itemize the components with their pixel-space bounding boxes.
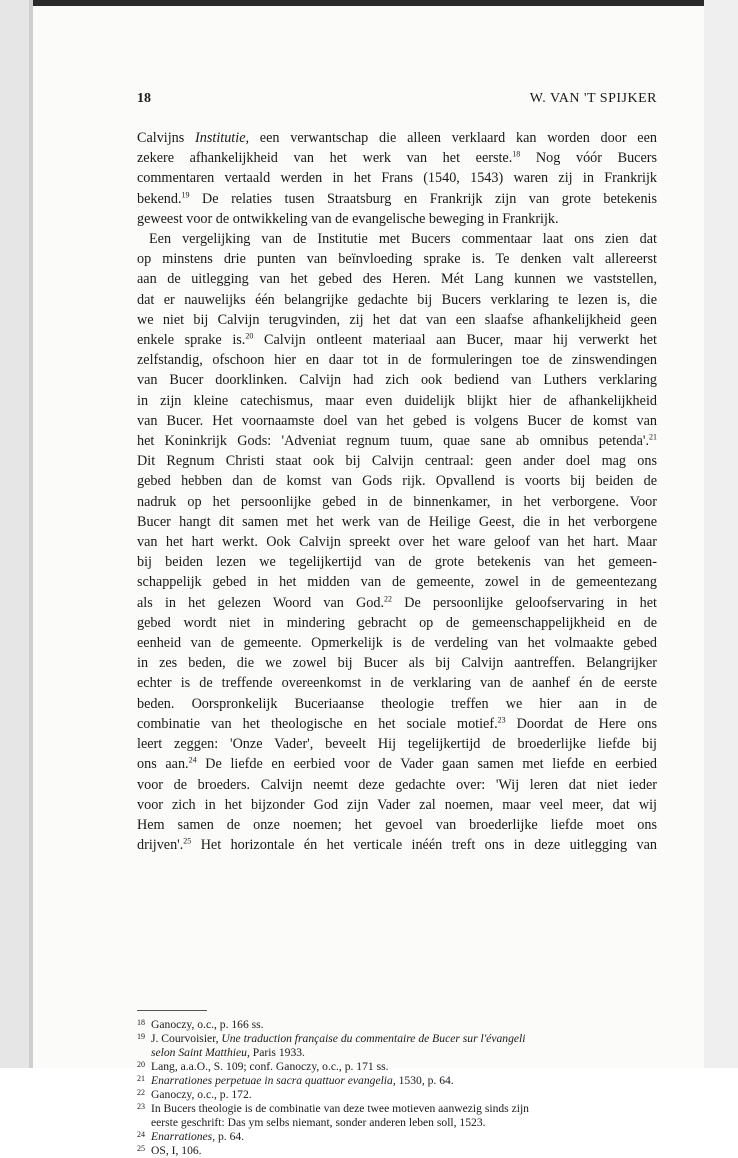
text-run: een verwantschap die alleen verklaard kan worden door een [249,130,657,146]
text-line [137,815,657,835]
text-run: bij beiden lezen we tegelijkertijd van de grote betekenis van het gemeen- [137,554,657,571]
text-line [137,411,657,431]
footnote-number: 23 [137,1102,145,1111]
text-line [137,269,657,289]
text-line [137,350,657,370]
italic-title: Institutie, [195,130,250,146]
footnote-number: 20 [137,1060,145,1069]
footnote-number: 21 [137,1074,145,1083]
text-line [137,148,657,168]
text-run: eenheid van de gemeente. Opmerkelijk is de verdeling van het volmaakte gebed [137,635,657,652]
text-line [137,795,657,815]
text-line [137,391,657,411]
text-line [137,714,657,734]
body-text [137,128,657,855]
footnote [137,1060,657,1074]
footnotes [137,1018,657,1158]
text-line [137,471,657,491]
footnote-text: eerste geschrift: Das ym selbs niemant, sonder anderen leben soll, 1523. [151,1116,486,1129]
text-line [137,431,657,451]
text-run: geweest voor de ontwikkeling van de evangelische beweging in Frankrijk. [137,210,559,227]
footnote-ref: 23 [497,715,506,725]
text-run: combinatie van het theologische en het sociale motief. [137,715,498,732]
text-run: Dit Regnum Christi staat ook bij Calvijn centraal: geen ander doel mag ons [137,453,657,470]
text-line [137,128,657,148]
text-run: leert zeggen: 'Onze Vader', beveelt Hij tegelijkertijd de broederlijke liefde bij [137,736,657,753]
page-number: 18 [137,91,151,106]
footnote-ref: 22 [384,593,393,603]
footnote-text: OS, I, 106. [151,1144,202,1157]
text-run: ons aan. [137,756,189,773]
footnote-number: 18 [137,1018,145,1027]
footnote-ref: 18 [512,149,521,159]
text-line [137,492,657,512]
text-run: voor zich in het bijzonder God zijn Vader zal noemen, maar veel meer, dat wij [137,796,657,813]
footnote-text: 1530, p. 64. [395,1074,454,1087]
footnote-text: Enarrationes, [151,1130,216,1143]
footnote-ref: 24 [188,755,197,765]
text-line [137,633,657,653]
text-line [137,290,657,310]
text-run: schappelijk gebed in het midden van de gemeente, zowel in de gemeentezang [137,574,657,591]
text-line [137,775,657,795]
text-line [137,168,657,188]
text-line [137,593,657,613]
footnote-number: 25 [137,1144,145,1153]
text-run: gebed wordt niet in mindering gebracht op de gemeenschappelijkheid en de [137,614,657,631]
text-line [137,613,657,633]
page-header [137,91,657,109]
footnote-number: 19 [137,1032,145,1041]
footnote-text: selon Saint Matthieu, [151,1046,250,1059]
text-line [137,512,657,532]
text-run: Calvijn ontleent materiaal aan Bucer, maar hij verwerkt het [253,332,657,349]
text-run: van Bucer doorklinken. Calvijn had zich ook bediend van Luthers verklaring [137,372,657,389]
text-run: De liefde en eerbied voor de Vader gaan samen met liefde en eerbied [196,756,657,773]
text-run: van het hart werkt. Ook Calvijn spreekt over het ware geloof van het hart. Maar [137,534,657,551]
text-run: De persoonlijke geloofservaring in het [392,594,658,611]
text-line [137,229,657,249]
text-run: zelfstandig, ofschoon hier en daar tot in de formuleringen toe de zinswendingen [137,352,657,369]
scan-right-margin [704,0,738,1068]
footnote [137,1102,657,1130]
footnote-text: Lang, a.a.O., S. 109; conf. Ganoczy, o.c., p. 171 ss. [151,1060,389,1073]
text-line [137,451,657,471]
text-run: nadruk op het persoonlijke gebed in de binnenkamer, in het verborgene. Voor [137,493,657,510]
text-run: in zes beden, die we zowel bij Bucer als bij Calvijn aantreffen. Belangrijker [137,655,657,672]
text-run: het Koninkrijk Gods: 'Adveniat regnum tuum, quae sane ab omnibus petenda'. [137,433,649,450]
footnote [137,1074,657,1088]
footnote-text: Ganoczy, o.c., p. 172. [151,1088,252,1101]
text-run: dat er nauwelijks één belangrijke gedachte bij Bucers verklaring te lezen is, die [137,291,657,308]
text-run: Bucer hangt dit samen met het werk van de Heilige Geest, die in het verborgene [137,513,657,530]
text-run: gebed hebben dan de komst van Gods rijk. Opvallend is voorts bij beiden de [137,473,657,490]
footnote-ref: 21 [649,432,657,442]
text-line [137,653,657,673]
footnote-rule [137,1010,207,1011]
footnote-ref: 20 [245,331,254,341]
text-run: zekere afhankelijkheid van het werk van het eerste. [137,150,513,167]
footnote-text: p. 64. [215,1130,245,1143]
text-run: beden. Oorspronkelijk Buceriaanse theologie treffen we hier aan in de [137,695,657,712]
text-line [137,572,657,592]
text-run: Calvijns [137,130,196,146]
text-line [137,734,657,754]
footnote-text: In Bucers theologie is de combinatie van deze twee motieven aanwezig sinds zijn [151,1102,529,1115]
text-line [137,835,657,855]
footnote-ref: 25 [183,836,192,846]
text-run: Het horizontale én het verticale inéén treft ons in deze uitlegging van [191,837,657,854]
text-run: voor de broeders. Calvijn neemt deze gedachte over: 'Wij leren dat niet ieder [137,776,657,793]
text-run: De relaties tusen Straatsburg en Frankrijk zijn van grote betekenis [189,190,657,207]
text-run: op minstens drie punten van beïnvloeding sprake is. Te denken valt allereerst [137,251,657,268]
footnote [137,1130,657,1144]
text-run: Een vergelijking van de Institutie met Bucers commentaar laat ons zien dat [149,231,657,248]
text-line [137,189,657,209]
footnote-number: 22 [137,1088,145,1097]
footnote-text: J. Courvoisier, [151,1032,222,1045]
footnote [137,1018,657,1032]
text-run: Hem samen de onze noemen; het gevoel van broederlijke liefde moet ons [137,816,657,833]
text-run: drijven'. [137,837,184,854]
text-line [137,673,657,693]
footnote [137,1088,657,1102]
text-run: als in het gelezen Woord van God. [137,594,385,611]
footnote [137,1144,657,1158]
text-run: bekend. [137,190,182,207]
text-run: we niet bij Calvijn terugvinden, zij het dat van een slaafse afhankelijkheid geen [137,311,657,328]
text-line [137,249,657,269]
footnote-text: Ganoczy, o.c., p. 166 ss. [151,1018,264,1031]
footnote-text: Enarrationes perpetuae in sacra quattuor evangelia, [151,1074,396,1087]
text-line [137,754,657,774]
text-line [137,310,657,330]
footnote-text: Une traduction française du commentaire de Bucer sur l'évangeli [221,1032,526,1045]
footnote-ref: 19 [181,189,190,199]
text-run: aan de uitlegging van het gebed des Heren. Mét Lang kunnen we vaststellen, [137,271,657,288]
text-line [137,532,657,552]
footnote-number: 24 [137,1130,145,1139]
text-run: van Bucer. Het voornaamste doel van het gebed is volgens Bucer de komst van [137,412,657,429]
text-line [137,209,657,229]
text-run: Nog vóór Bucers [520,150,658,167]
text-line [137,370,657,390]
text-run: commentaren vertaald werden in het Frans (1540, 1543) waren zij in Frankrijk [137,170,657,187]
running-head: W. VAN 'T SPIJKER [529,91,657,106]
footnote [137,1032,657,1060]
text-run: echter is de treffende overeenkomst in de verklaring van de aanhef én de eerste [137,675,657,692]
text-run: in zijn kleine catechismus, maar even duidelijk blijkt hier de afhankelijkheid [137,392,657,409]
text-run: enkele sprake is. [137,332,246,349]
text-line [137,694,657,714]
text-line [137,330,657,350]
text-line [137,552,657,572]
text-run: Doordat de Here ons [505,715,657,732]
footnote-text: Paris 1933. [249,1046,305,1059]
